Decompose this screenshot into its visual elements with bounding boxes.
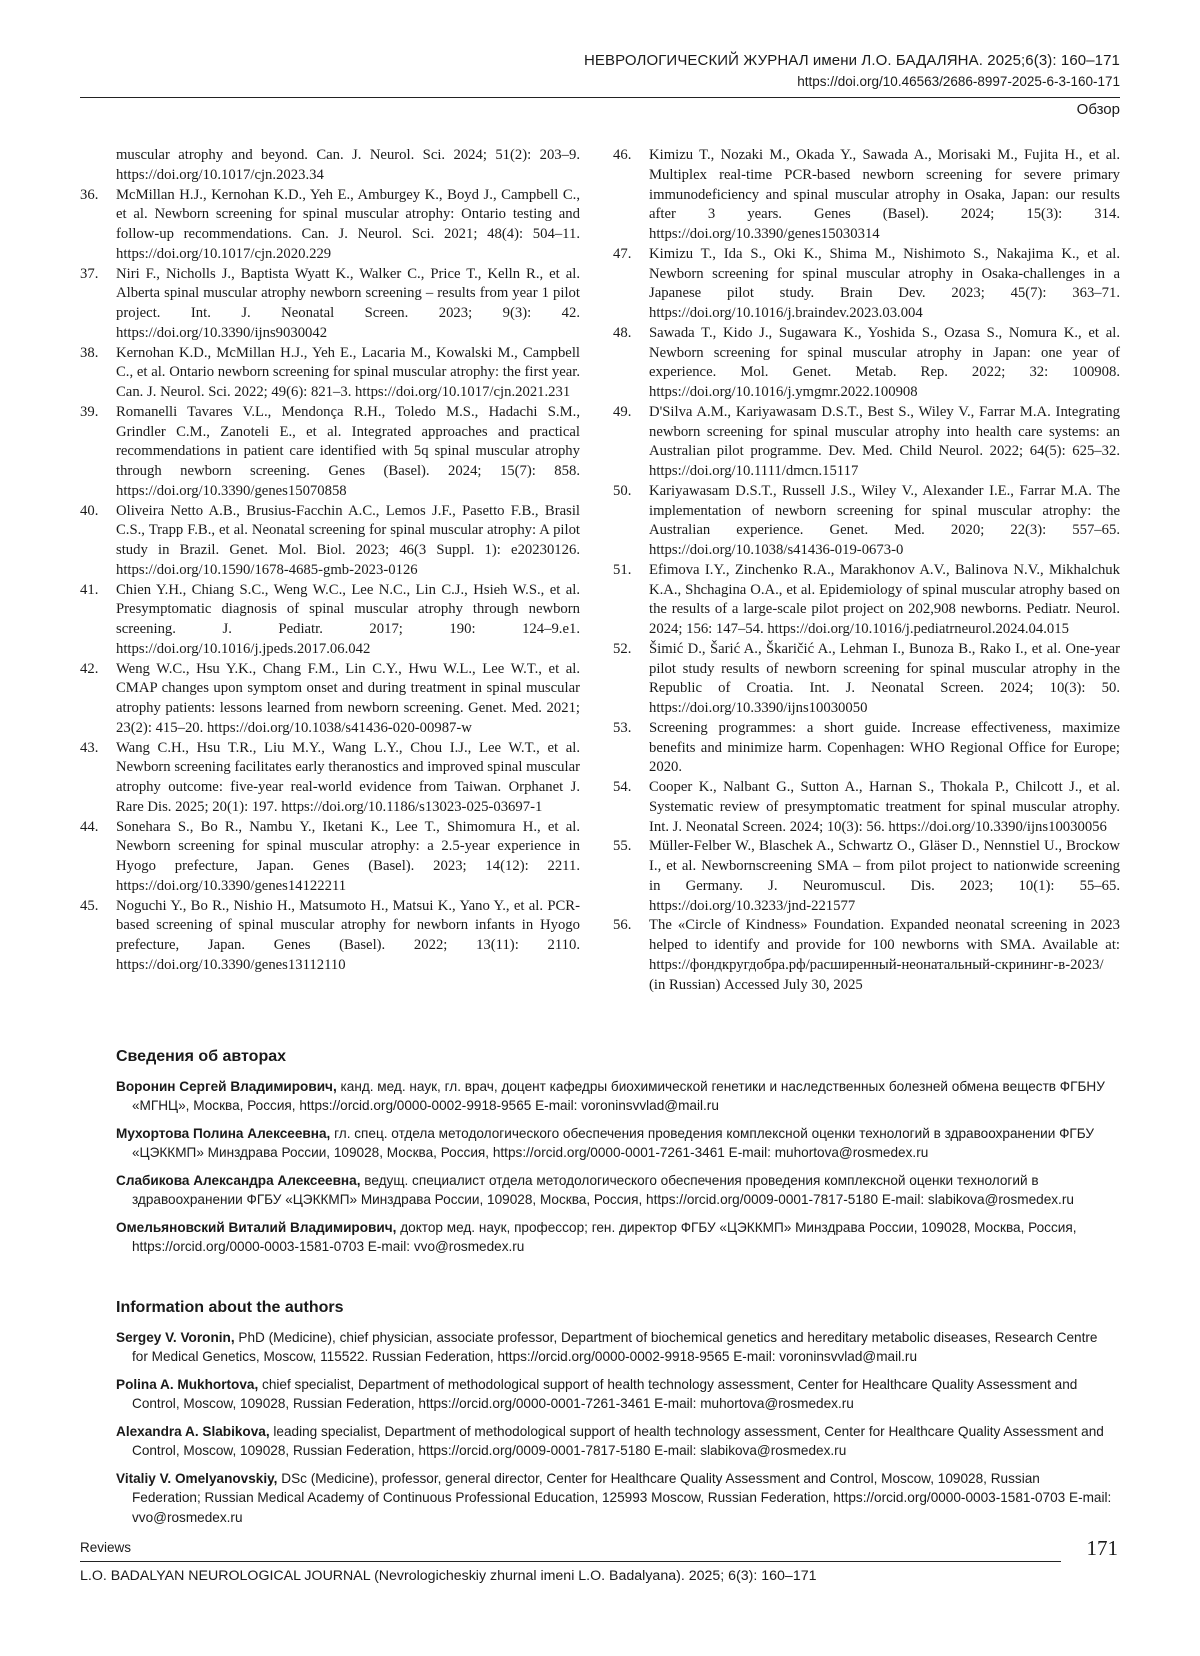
author-name: Alexandra A. Slabikova,	[116, 1423, 270, 1439]
author-details: leading specialist, Department of methodological support of health technology assessment, Center for Healthcare Quality Assessment and Control, Moscow, 109028, Russian Federation, https://orcid.org/0009-0001-7817-5180 E-mail: slabikova@rosmedex.ru	[132, 1423, 1104, 1458]
reference-item	[80, 897, 580, 976]
reference-item	[80, 344, 580, 403]
author-name: Polina A. Mukhortova,	[116, 1376, 259, 1392]
reference-text: Weng W.C., Hsu Y.K., Chang F.M., Lin C.Y., Hwu W.L., Lee W.T., et al. CMAP changes upon symptom onset and during treatment in spinal muscular atrophy patients: lessons learned from newborn screening. Genet. Med. 2021; 23(2): 415–20. https://doi.org/10.1038/s41436-020-00987-w	[116, 660, 580, 736]
reference-number: 36.	[80, 186, 99, 203]
author-details: ведущ. специалист отдела методологического обеспечения проведения комплексной оценки технологий в здравоохранении ФГБУ «ЦЭККМП» Минздрава России, 109028, Москва, Россия, https://orcid.org/0009-0001-7817-5180 E-mail: slabikova@rosmedex.ru	[132, 1172, 1074, 1207]
author-entry	[116, 1218, 1112, 1257]
reference-item	[613, 719, 1120, 778]
reference-number: 53.	[613, 719, 632, 736]
reference-number: 44.	[80, 818, 99, 835]
references-left-column	[80, 146, 580, 976]
reference-text: Efimova I.Y., Zinchenko R.A., Marakhonov A.V., Balinova N.V., Mikhalchuk K.A., Shchagina O.A., et al. Epidemiology of spinal muscular atrophy based on the results of a large-scale pilot project on 202,908 newborns. Pediatr. Neurol. 2024; 156: 147–54. https://doi.org/10.1016/j.pediatrneurol.2024.04.015	[649, 561, 1120, 637]
page-number: 171	[1086, 1536, 1118, 1560]
author-details: канд. мед. наук, гл. врач, доцент кафедры биохимической генетики и наследственных болезней обмена веществ ФГБНУ «МГНЦ», Москва, Россия, https://orcid.org/0000-0002-9918-9565 E-mail: voroninsvvlad@mail.ru	[132, 1078, 1105, 1113]
author-entry	[116, 1171, 1112, 1210]
references-right-column	[613, 146, 1120, 995]
footer-journal-line: L.O. BADALYAN NEUROLOGICAL JOURNAL (Nevrologicheskiy zhurnal imeni L.O. Badalyana). 2025; 6(3): 160–171	[80, 1568, 817, 1584]
authors-list-en	[116, 1328, 1112, 1528]
author-name: Воронин Сергей Владимирович,	[116, 1078, 337, 1094]
reference-number: 55.	[613, 838, 632, 855]
reference-item	[80, 502, 580, 581]
reference-item	[613, 916, 1120, 995]
reference-text: Müller-Felber W., Blaschek A., Schwartz O., Gläser D., Nennstiel U., Brockow I., et al. Newbornscreening SMA – from pilot project to nationwide screening in Germany. J. Neuromuscul. Dis. 2023; 10(1): 55–65. https://doi.org/10.3233/jnd-221577	[649, 838, 1120, 914]
reference-text: Sawada T., Kido J., Sugawara K., Yoshida S., Ozasa S., Nomura K., et al. Newborn screening for spinal muscular atrophy in Japan: one year of experience. Mol. Genet. Metab. Rep. 2022; 32: 100908. https://doi.org/10.1016/j.ymgmr.2022.100908	[649, 324, 1120, 400]
reference-item	[80, 581, 580, 660]
reference-item	[80, 739, 580, 818]
reference-text: Kernohan K.D., McMillan H.J., Yeh E., Lacaria M., Kowalski M., Campbell C., et al. Ontario newborn screening for spinal muscular atrophy: the first year. Can. J. Neurol. Sci. 2022; 49(6): 821–3. https://doi.org/10.1017/cjn.2021.231	[116, 344, 580, 400]
reference-item	[613, 245, 1120, 324]
reference-text: Oliveira Netto A.B., Brusius-Facchin A.C., Lemos J.F., Pasetto F.B., Brasil C.S., Trapp F.B., et al. Neonatal screening for spinal muscular atrophy: A pilot study in Brazil. Genet. Mol. Biol. 2023; 46(3 Suppl. 1): e20230126. https://doi.org/10.1590/1678-4685-gmb-2023-0126	[116, 502, 580, 578]
journal-title-line: НЕВРОЛОГИЧЕСКИЙ ЖУРНАЛ имени Л.О. БАДАЛЯНА. 2025;6(3): 160–171	[583, 52, 1120, 69]
author-entry	[116, 1469, 1112, 1528]
reference-number: 56.	[613, 917, 632, 934]
authors-section-ru	[116, 1047, 1112, 1265]
reference-number: 38.	[80, 344, 99, 361]
running-header	[80, 50, 1120, 118]
author-details: PhD (Medicine), chief physician, associate professor, Department of biochemical genetics and hereditary metabolic diseases, Research Centre for Medical Genetics, Moscow, 115522. Russian Federation, https://orcid.org/0000-0002-9918-9565 E-mail: voroninsvvlad@mail.ru	[132, 1329, 1098, 1364]
reference-item	[80, 186, 580, 265]
reference-number: 50.	[613, 482, 632, 499]
reference-number: 40.	[80, 502, 99, 519]
reference-item	[613, 482, 1120, 561]
header-rule	[80, 97, 1120, 98]
reference-number: 51.	[613, 561, 632, 578]
section-tag: Обзор	[1076, 101, 1120, 118]
author-name: Слабикова Александра Алексеевна,	[116, 1172, 361, 1188]
doi-line[interactable]: https://doi.org/10.46563/2686-8997-2025-6-3-160-171	[797, 74, 1120, 89]
reference-number: 37.	[80, 265, 99, 282]
author-details: гл. спец. отдела методологического обеспечения проведения комплексной оценки технологий в здравоохранении ФГБУ «ЦЭККМП» Минздрава России, 109028, Москва, Россия, https://orcid.org/0000-0001-7261-3461 E-mail: muhortova@rosmedex.ru	[132, 1125, 1095, 1160]
author-entry	[116, 1124, 1112, 1163]
reference-item	[613, 561, 1120, 640]
reference-text: Romanelli Tavares V.L., Mendonça R.H., Toledo M.S., Hadachi S.M., Grindler C.M., Zanoteli E., et al. Integrated approaches and practical recommendations in patient care identified with 5q spinal muscular atrophy through newborn screening. Genes (Basel). 2024; 15(7): 858. https://doi.org/10.3390/genes15070858	[116, 403, 580, 499]
reference-number: 49.	[613, 403, 632, 420]
author-entry	[116, 1077, 1112, 1116]
reference-text: Kimizu T., Ida S., Oki K., Shima M., Nishimoto S., Nakajima K., et al. Newborn screening for spinal muscular atrophy in Osaka-challenges in a Japanese pilot study. Brain Dev. 2023; 45(7): 363–71. https://doi.org/10.1016/j.braindev.2023.03.004	[649, 245, 1120, 321]
reference-number: 39.	[80, 403, 99, 420]
reference-text: Noguchi Y., Bo R., Nishio H., Matsumoto H., Matsui K., Yano Y., et al. PCR-based screening of spinal muscular atrophy for newborn infants in Hyogo prefecture, Japan. Genes (Basel). 2022; 13(11): 2110. https://doi.org/10.3390/genes13112110	[116, 897, 580, 973]
reference-item	[80, 403, 580, 502]
footer-rule	[80, 1561, 1061, 1562]
reference-text: Chien Y.H., Chiang S.C., Weng W.C., Lee N.C., Lin C.J., Hsieh W.S., et al. Presymptomatic diagnosis of spinal muscular atrophy through newborn screening. J. Pediatr. 2017; 190: 124–9.e1. https://doi.org/10.1016/j.jpeds.2017.06.042	[116, 581, 580, 657]
reference-number: 47.	[613, 245, 632, 262]
author-entry	[116, 1328, 1112, 1367]
reference-item	[80, 818, 580, 897]
reference-text: The «Circle of Kindness» Foundation. Expanded neonatal screening in 2023 helped to identify and provide for 100 newborns with SMA. Available at: https://фондкругдобра.рф/расширенный-неонатальный-скрининг-в-2023/ (in Russian) Accessed July 30, 2025	[649, 917, 1120, 993]
reference-text: muscular atrophy and beyond. Can. J. Neurol. Sci. 2024; 51(2): 203–9. https://doi.org/10.1017/cjn.2023.34	[116, 147, 580, 183]
author-entry	[116, 1375, 1112, 1414]
reference-text: Screening programmes: a short guide. Increase effectiveness, maximize benefits and minimize harm. Copenhagen: WHO Regional Office for Europe; 2020.	[649, 719, 1120, 776]
reference-item	[80, 146, 580, 186]
author-name: Мухортова Полина Алексеевна,	[116, 1125, 331, 1141]
reference-number: 42.	[80, 660, 99, 677]
author-details: доктор мед. наук, профессор; ген. директор ФГБУ «ЦЭККМП» Минздрава России, 109028, Москва, Россия, https://orcid.org/0000-0003-1581-0703 E-mail: vvo@rosmedex.ru	[132, 1219, 1077, 1254]
author-name: Омельяновский Виталий Владимирович,	[116, 1219, 397, 1235]
reference-text: Kariyawasam D.S.T., Russell J.S., Wiley V., Alexander I.E., Farrar M.A. The implementation of newborn screening for spinal muscular atrophy: the Australian experience. Genet. Med. 2020; 22(3): 557–65. https://doi.org/10.1038/s41436-019-0673-0	[649, 482, 1120, 558]
authors-heading-en: Information about the authors	[116, 1299, 344, 1316]
authors-heading-ru: Сведения об авторах	[116, 1048, 287, 1065]
reference-text: Cooper K., Nalbant G., Sutton A., Harnan S., Thokala P., Chilcott J., et al. Systematic review of presymptomatic treatment for spinal muscular atrophy. Int. J. Neonatal Screen. 2024; 10(3): 56. https://doi.org/10.3390/ijns10030056	[649, 779, 1120, 835]
reference-item	[613, 837, 1120, 916]
author-details: DSc (Medicine), professor, general director, Center for Healthcare Quality Assessment and Control, Moscow, 109028, Russian Federation; Russian Medical Academy of Continuous Professional Education, 125993 Moscow, Russian Federation, https://orcid.org/0000-0003-1581-0703 E-mail: vvo@rosmedex.ru	[132, 1470, 1112, 1525]
author-entry	[116, 1422, 1112, 1461]
reference-item	[613, 146, 1120, 245]
reference-number: 45.	[80, 897, 99, 914]
reference-text: McMillan H.J., Kernohan K.D., Yeh E., Amburgey K., Boyd J., Campbell C., et al. Newborn screening for spinal muscular atrophy: Ontario testing and follow-up recommendations. Can. J. Neurol. Sci. 2021; 48(4): 504–11. https://doi.org/10.1017/cjn.2020.229	[116, 186, 580, 262]
reference-text: Kimizu T., Nozaki M., Okada Y., Sawada A., Morisaki M., Fujita H., et al. Multiplex real-time PCR-based newborn screening for severe primary immunodeficiency and spinal muscular atrophy in Osaka, Japan: our results after 3 years. Genes (Basel). 2024; 15(3): 314. https://doi.org/10.3390/genes15030314	[649, 147, 1120, 242]
reference-item	[613, 778, 1120, 837]
reference-number: 48.	[613, 324, 632, 341]
reference-item	[613, 324, 1120, 403]
reference-text: Niri F., Nicholls J., Baptista Wyatt K., Walker C., Price T., Kelln R., et al. Alberta spinal muscular atrophy newborn screening – results from year 1 pilot project. Int. J. Neonatal Screen. 2023; 9(3): 42. https://doi.org/10.3390/ijns9030042	[116, 265, 580, 341]
author-name: Sergey V. Voronin,	[116, 1329, 235, 1345]
reference-item	[613, 640, 1120, 719]
footer-section-label: Reviews	[80, 1540, 132, 1555]
reference-text: Wang C.H., Hsu T.R., Liu M.Y., Wang L.Y., Chou I.J., Lee W.T., et al. Newborn screening facilitates early theranostics and improved spinal muscular atrophy outcome: five-year real-world evidence from Taiwan. Orphanet J. Rare Dis. 2025; 20(1): 197. https://doi.org/10.1186/s13023-025-03697-1	[116, 739, 580, 815]
authors-list-ru	[116, 1077, 1112, 1257]
reference-item	[613, 403, 1120, 482]
reference-number: 43.	[80, 739, 99, 756]
author-name: Vitaliy V. Omelyanovskiy,	[116, 1470, 278, 1486]
reference-text: D'Silva A.M., Kariyawasam D.S.T., Best S., Wiley V., Farrar M.A. Integrating newborn screening for spinal muscular atrophy into health care systems: an Australian pilot programme. Dev. Med. Child Neurol. 2022; 64(5): 625–32. https://doi.org/10.1111/dmcn.15117	[649, 403, 1120, 479]
reference-number: 54.	[613, 779, 632, 795]
reference-text: Sonehara S., Bo R., Nambu Y., Iketani K., Lee T., Shimomura H., et al. Newborn screening for spinal muscular atrophy: a 2.5-year experience in Hyogo prefecture, Japan. Genes (Basel). 2023; 14(12): 2211. https://doi.org/10.3390/genes14122211	[116, 818, 580, 894]
authors-section-en	[116, 1298, 1112, 1535]
author-details: chief specialist, Department of methodological support of health technology assessment, Center for Healthcare Quality Assessment and Control, Moscow, 109028, Russian Federation, https://orcid.org/0000-0001-7261-3461 E-mail: muhortova@rosmedex.ru	[132, 1376, 1078, 1411]
reference-item	[80, 265, 580, 344]
reference-item	[80, 660, 580, 739]
reference-number: 46.	[613, 147, 632, 163]
reference-number: 41.	[80, 581, 99, 598]
reference-text: Šimić D., Šarić A., Škaričić A., Lehman I., Bunoza B., Rako I., et al. One-year pilot study results of newborn screening for spinal muscular atrophy in the Republic of Croatia. Int. J. Neonatal Screen. 2024; 10(3): 50. https://doi.org/10.3390/ijns10030050	[649, 640, 1120, 716]
reference-number: 52.	[613, 640, 632, 657]
